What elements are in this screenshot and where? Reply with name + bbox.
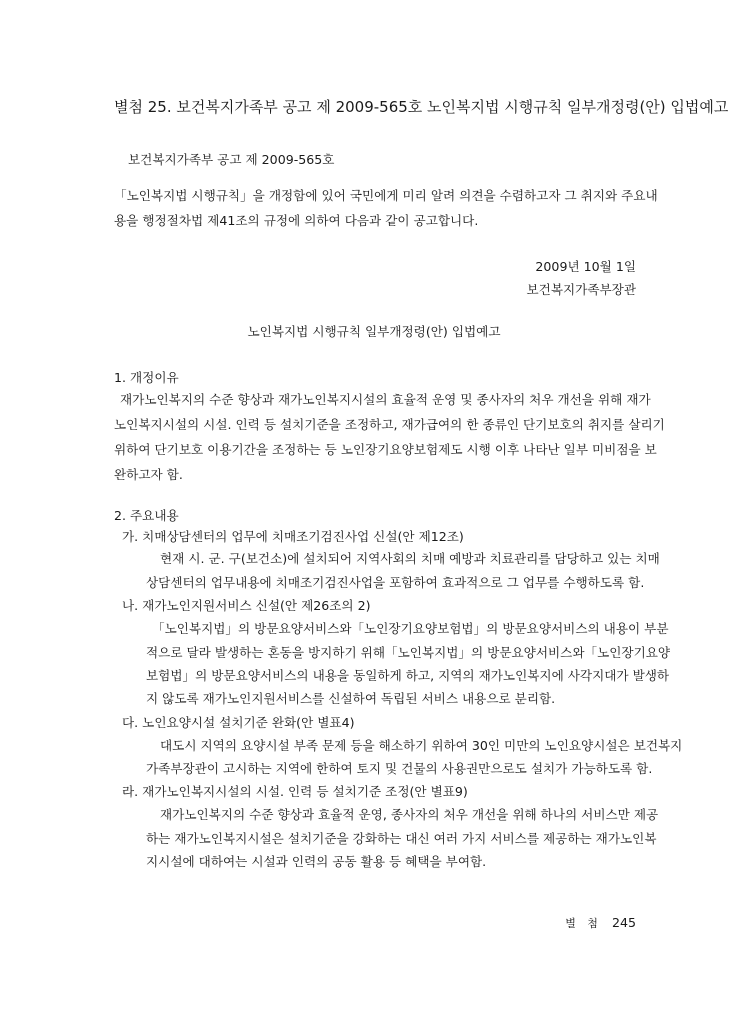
item-na-line: 보험법」의 방문요양서비스의 내용을 동일하게 하고, 지역의 재가노인복지에 사각지대가 발생하	[146, 668, 670, 683]
section-1-line: 노인복지시설의 시설. 인력 등 설치기준을 조정하고, 재가급여의 한 종류인 단기보호의 취지를 살리기	[114, 417, 665, 432]
item-na-label: 나. 재가노인지원서비스 신설(안 제26조의 2)	[122, 598, 371, 613]
signer: 보건복지가족부장관	[526, 282, 636, 297]
notice-number: 보건복지가족부 공고 제 2009-565호	[128, 152, 335, 167]
section-1-line: 재가노인복지의 수준 향상과 재가노인복지시설의 효율적 운영 및 종사자의 처우 개선을 위해 재가	[120, 392, 651, 407]
item-na-line: 「노인복지법」의 방문요양서비스와「노인장기요양보험법」의 방문요양서비스의 내용이 부분	[152, 621, 669, 636]
intro-line: 용을 행정절차법 제41조의 규정에 의하여 다음과 같이 공고합니다.	[114, 213, 479, 228]
appendix-heading: 별첨 25. 보건복지가족부 공고 제 2009-565호 노인복지법 시행규칙 일부개정령(안) 입법예고	[114, 98, 729, 116]
section-1-title: 1. 개정이유	[114, 370, 179, 385]
item-na-line: 적으로 달라 발생하는 혼동을 방지하기 위해「노인복지법」의 방문요양서비스와「노인장기요양	[146, 645, 671, 660]
section-1-line: 완하고자 함.	[114, 467, 183, 482]
document-title: 노인복지법 시행규칙 일부개정령(안) 입법예고	[247, 324, 501, 339]
page-number: 245	[611, 915, 636, 930]
item-na-line: 지 않도록 재가노인지원서비스를 신설하여 독립된 서비스 내용으로 분리함.	[146, 691, 556, 706]
item-ga-line: 현재 시. 군. 구(보건소)에 설치되어 지역사회의 치매 예방과 치료관리를 담당하고 있는 치매	[160, 551, 660, 566]
item-ga-line: 상담센터의 업무내용에 치매조기검진사업을 포함하여 효과적으로 그 업무를 수행하도록 함.	[146, 575, 645, 590]
item-da-line: 대도시 지역의 요양시설 부족 문제 등을 해소하기 위하여 30인 미만의 노인요양시설은 보건복지	[160, 738, 683, 753]
item-ra-line: 재가노인복지의 수준 향상과 효율적 운영, 종사자의 처우 개선을 위해 하나의 서비스만 제공	[160, 807, 659, 822]
section-1-line: 위하여 단기보호 이용기간을 조정하는 등 노인장기요양보험제도 시행 이후 나타난 일부 미비점을 보	[114, 442, 657, 457]
item-ra-line: 하는 재가노인복지시설은 설치기준을 강화하는 대신 여러 가지 서비스를 제공하는 재가노인복	[146, 831, 657, 846]
page-footer	[565, 915, 636, 931]
item-da-label: 다. 노인요양시설 설치기준 완화(안 별표4)	[122, 715, 355, 730]
notice-date: 2009년 10월 1일	[535, 259, 636, 274]
appendix-label: 별 첨	[565, 917, 602, 930]
intro-line: 「노인복지법 시행규칙」을 개정함에 있어 국민에게 미리 알려 의견을 수렴하고자 그 취지와 주요내	[114, 188, 658, 203]
item-ra-line: 지시설에 대하여는 시설과 인력의 공동 활용 등 혜택을 부여함.	[146, 854, 487, 869]
section-2-title: 2. 주요내용	[114, 508, 179, 523]
item-da-line: 가족부장관이 고시하는 지역에 한하여 토지 및 건물의 사용권만으로도 설치가 가능하도록 함.	[146, 761, 653, 776]
item-ra-label: 라. 재가노인복지시설의 시설. 인력 등 설치기준 조정(안 별표9)	[122, 784, 468, 799]
item-ga-label: 가. 치매상담센터의 업무에 치매조기검진사업 신설(안 제12조)	[122, 529, 464, 544]
